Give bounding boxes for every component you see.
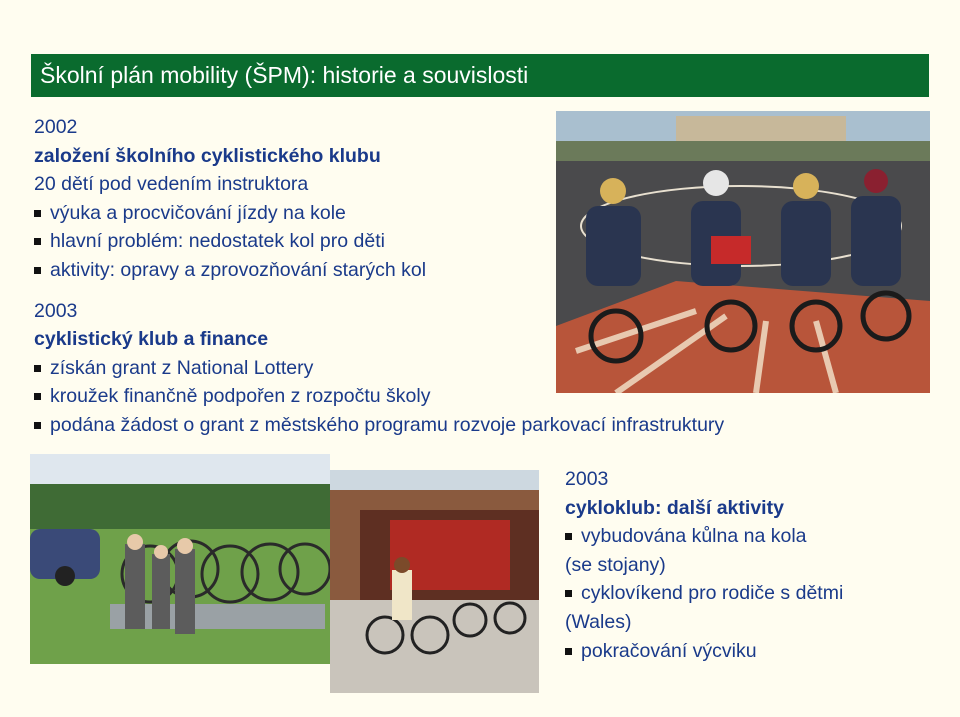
activity-line-5: pokračování výcviku bbox=[565, 637, 843, 666]
photo-bikes-on-trailer bbox=[30, 454, 330, 664]
activity-line-2: (se stojany) bbox=[565, 553, 666, 576]
bullet-2002-3: aktivity: opravy a zprovozňování starých kol bbox=[34, 256, 724, 285]
heading-2002: založení školního cyklistického klubu bbox=[34, 144, 381, 167]
year-2003-finance: 2003 bbox=[34, 299, 78, 322]
year-2002: 2002 bbox=[34, 116, 78, 138]
bullet-2003-finance-3: podána žádost o grant z městského programu rozvoje parkovací infrastruktury bbox=[34, 411, 724, 440]
activity-line-3: cyklovíkend pro rodiče s dětmi bbox=[565, 579, 843, 608]
text-block-activities bbox=[565, 465, 843, 665]
intro-2002: 20 dětí pod vedením instruktora bbox=[34, 173, 309, 196]
activity-line-4: (Wales) bbox=[565, 610, 632, 633]
year-2003-activities: 2003 bbox=[565, 468, 609, 490]
photo-children-bikes-playground bbox=[556, 111, 930, 393]
heading-2003-activities: cykloklub: další aktivity bbox=[565, 496, 784, 519]
slide-title: Školní plán mobility (ŠPM): historie a souvislosti bbox=[31, 54, 929, 97]
bullet-2002-1: výuka a procvičování jízdy na kole bbox=[34, 199, 724, 228]
bullet-2003-finance-1: získán grant z National Lottery bbox=[34, 354, 724, 383]
heading-2003-finance: cyklistický klub a finance bbox=[34, 328, 269, 351]
bullet-2002-2: hlavní problém: nedostatek kol pro děti bbox=[34, 227, 724, 256]
activity-line-1: vybudována kůlna na kola bbox=[565, 522, 843, 551]
bullet-2003-finance-2: kroužek finančně podpořen z rozpočtu školy bbox=[34, 382, 724, 411]
photo-bike-shed bbox=[330, 470, 539, 693]
